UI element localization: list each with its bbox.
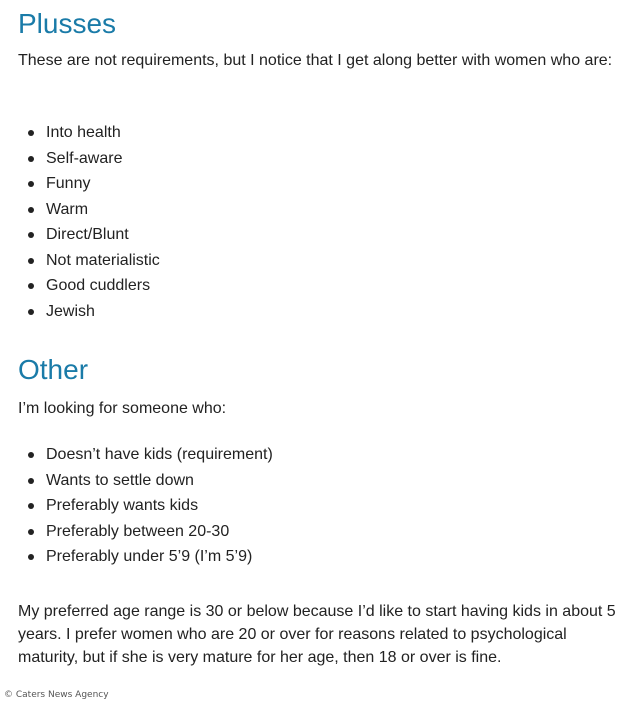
- list-item: Self-aware: [18, 146, 160, 172]
- bullet-icon: [28, 156, 34, 162]
- bullet-icon: [28, 503, 34, 509]
- photo-credit: © Caters News Agency: [0, 686, 115, 704]
- bullet-icon: [28, 258, 34, 264]
- closing-paragraph: My preferred age range is 30 or below because I’d like to start having kids in about 5 years. I prefer women who are 20 or over for reasons related to psychological maturity, but if she is very mature for her age, then 18 or over is fine.: [18, 603, 616, 666]
- section-heading-plusses: Plusses: [18, 8, 117, 39]
- list-item: Wants to settle down: [18, 468, 273, 494]
- section-heading-other: Other: [18, 354, 89, 385]
- list-item: Jewish: [18, 299, 160, 325]
- bullet-icon: [28, 309, 34, 315]
- bullet-icon: [28, 283, 34, 289]
- bullet-icon: [28, 554, 34, 560]
- list-item: Into health: [18, 120, 160, 146]
- list-item: Preferably under 5’9 (I’m 5’9): [18, 544, 273, 570]
- other-intro: I’m looking for someone who:: [18, 400, 227, 417]
- list-item: Not materialistic: [18, 248, 160, 274]
- bullet-icon: [28, 130, 34, 136]
- bullet-icon: [28, 181, 34, 187]
- other-list: [18, 442, 273, 570]
- list-item: Preferably between 20-30: [18, 519, 273, 545]
- bullet-icon: [28, 529, 34, 535]
- list-item: Good cuddlers: [18, 273, 160, 299]
- plusses-list: [18, 120, 160, 324]
- list-item: Doesn’t have kids (requirement): [18, 442, 273, 468]
- plusses-intro: These are not requirements, but I notice that I get along better with women who are:: [18, 52, 613, 69]
- bullet-icon: [28, 232, 34, 238]
- list-item: Warm: [18, 197, 160, 223]
- list-item: Funny: [18, 171, 160, 197]
- bullet-icon: [28, 452, 34, 458]
- bullet-icon: [28, 207, 34, 213]
- list-item: Preferably wants kids: [18, 493, 273, 519]
- list-item: Direct/Blunt: [18, 222, 160, 248]
- bullet-icon: [28, 478, 34, 484]
